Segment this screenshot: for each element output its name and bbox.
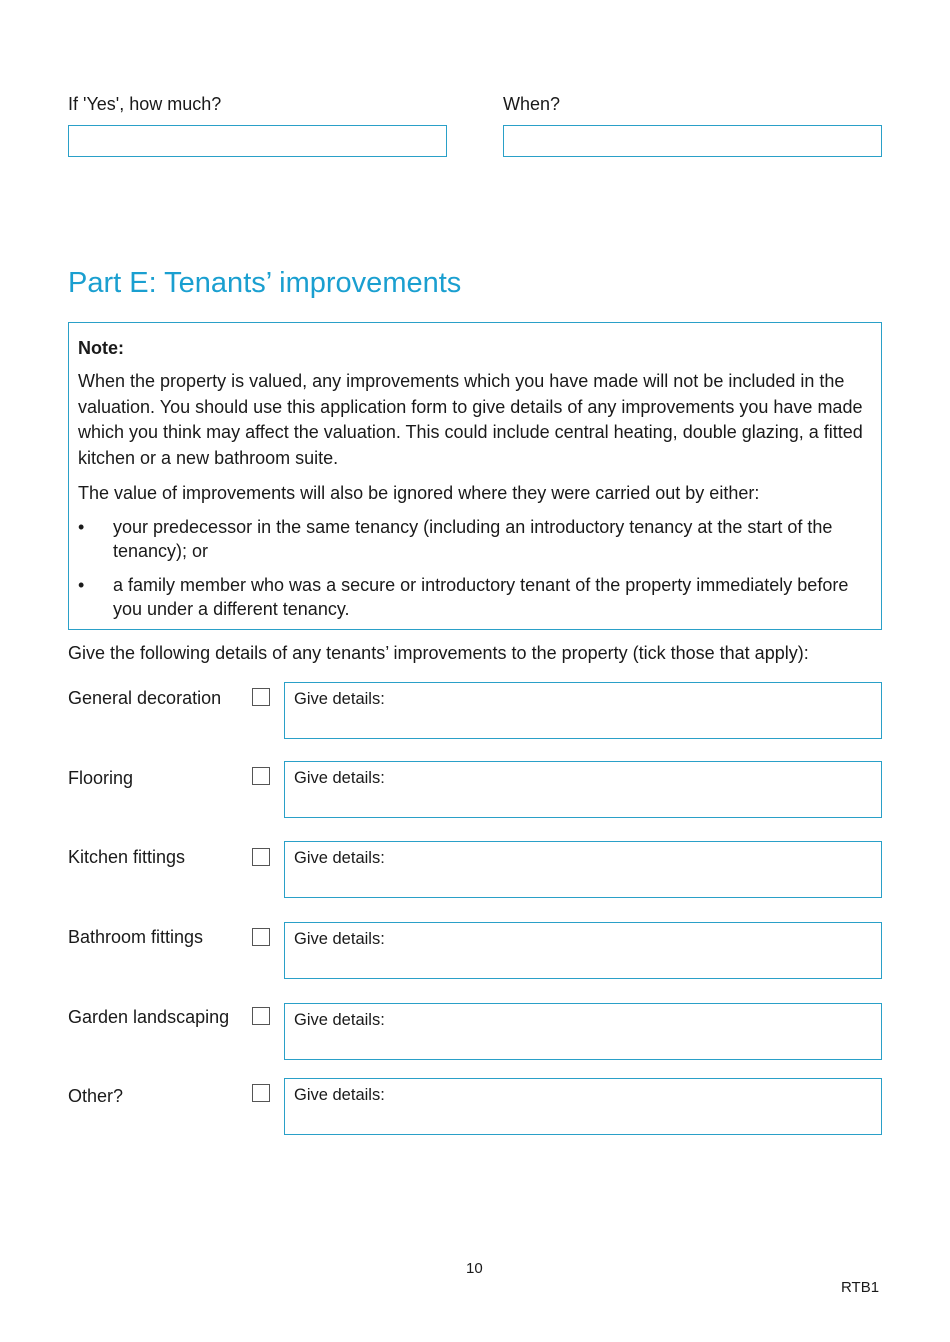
details-input-general-decoration[interactable] [284,682,882,739]
amount-label: If 'Yes', how much? [68,94,222,114]
note-paragraph-2: The value of improvements will also be ignored where they were carried out by either: [78,483,760,503]
section-title: Part E: Tenants’ improvements [68,267,462,299]
details-label: Give details: [294,849,385,867]
amount-input[interactable] [68,125,447,157]
instruction-text: Give the following details of any tenants’ improvements to the property (tick those that apply): [68,643,809,663]
checkbox-other[interactable] [252,1084,270,1102]
note-bullet-2-text: a family member who was a secure or introductory tenant of the property immediately before you under a different tenancy. [113,575,849,619]
details-label: Give details: [294,1011,385,1029]
note-heading: Note: [78,338,124,358]
note-bullet-1 [78,515,873,563]
note-bullet-1-text: your predecessor in the same tenancy (including an introductory tenancy at the start of the tenancy); or [113,517,833,561]
improvement-label-kitchen-fittings: Kitchen fittings [68,847,186,867]
checkbox-garden-landscaping[interactable] [252,1007,270,1025]
details-label: Give details: [294,1086,385,1104]
checkbox-kitchen-fittings[interactable] [252,848,270,866]
note-box [68,322,882,630]
checkbox-flooring[interactable] [252,767,270,785]
details-input-garden-landscaping[interactable] [284,1003,882,1060]
details-input-other[interactable] [284,1078,882,1135]
page-number: 10 [466,1260,483,1277]
checkbox-general-decoration[interactable] [252,688,270,706]
improvement-label-garden-landscaping: Garden landscaping [68,1007,230,1027]
note-bullet-2 [78,573,873,621]
bullet-icon: • [78,575,85,595]
checkbox-bathroom-fittings[interactable] [252,928,270,946]
improvement-label-other: Other? [68,1086,124,1106]
details-label: Give details: [294,930,385,948]
details-label: Give details: [294,769,385,787]
improvement-label-bathroom-fittings: Bathroom fittings [68,927,204,947]
when-label: When? [503,94,561,114]
details-label: Give details: [294,690,385,708]
when-input[interactable] [503,125,882,157]
details-input-flooring[interactable] [284,761,882,818]
improvement-label-general-decoration: General decoration [68,688,222,708]
improvement-label-flooring: Flooring [68,768,134,788]
details-input-kitchen-fittings[interactable] [284,841,882,898]
bullet-icon: • [78,517,85,537]
form-code: RTB1 [841,1279,880,1296]
details-input-bathroom-fittings[interactable] [284,922,882,979]
note-paragraph-1: When the property is valued, any improvements which you have made will not be included in the valuation. You should use this application form to give details of any improvements you have made which you think may affect the valuation. This could include central heating, double glazing, a fitted kitchen or a new bathroom suite. [78,371,863,468]
